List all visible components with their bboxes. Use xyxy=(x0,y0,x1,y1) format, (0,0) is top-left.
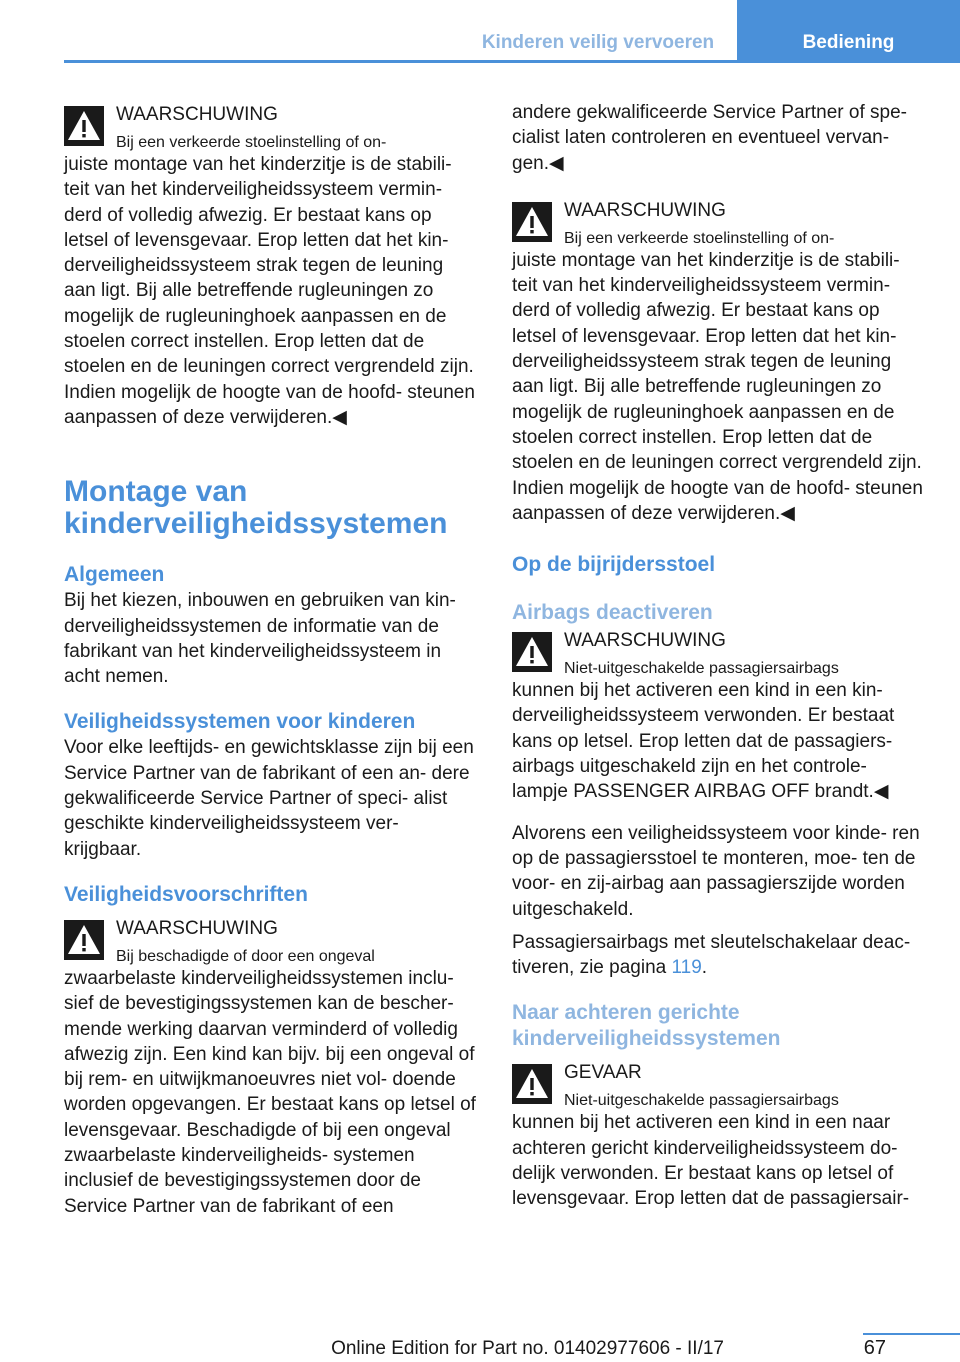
main-heading-line1: Montage van xyxy=(64,475,248,509)
warning-first-line: Bij een verkeerde stoelinstelling of on‐ xyxy=(116,134,387,151)
danger-text: kunnen bij het activeren een kind in een naar achteren gericht kinderveiligheidssysteem do‐ delijk verwonden. Er bestaat kans op letsel of levensgevaar. Erop letten dat de passagiersair‐ xyxy=(512,1112,910,1210)
warning-triangle-icon xyxy=(512,632,552,672)
warning-text: kunnen bij het activeren een kind in een kin‐ derveiligheidssysteem verwonden. Er bestaat kans op letsel. Erop letten dat de passagiers‐ airbags uitgeschakeld zijn en het controle‐ lampje PASSENGER AIRBAG OFF brandt.◀ xyxy=(512,680,895,803)
heading-passenger-seat: Op de bijrijdersstoel xyxy=(512,553,716,577)
warning-title: WAARSCHUWING xyxy=(564,630,726,652)
danger-first-line: Niet-uitgeschakelde passagiersairbags xyxy=(564,1092,839,1110)
reference-text: Passagiersairbags met sleutelschakelaar deac‐ tiveren, zie pagina xyxy=(512,931,911,979)
warning-block xyxy=(512,196,926,526)
warning-triangle-icon xyxy=(512,1064,552,1104)
header-divider xyxy=(64,60,960,63)
danger-block xyxy=(512,1058,926,1211)
warning-triangle-icon xyxy=(64,106,104,146)
left-column xyxy=(64,100,476,1219)
warning-block xyxy=(512,626,926,804)
warning-triangle-icon xyxy=(512,202,552,242)
airbag-paragraph: Alvorens een veiligheidssysteem voor kinde‐ ren op de passagiersstoel te monteren, moe‐ ten de voor- en zij-airbag aan passagierszijde worden uitgeschakeld. xyxy=(512,822,920,920)
heading-rear-facing-line1: Naar achteren gerichte xyxy=(512,1001,740,1025)
page-number: 67 xyxy=(863,1337,886,1359)
warning-title: WAARSCHUWING xyxy=(116,104,278,125)
heading-rear-facing xyxy=(512,1000,926,1052)
danger-title: GEVAAR xyxy=(564,1062,642,1084)
warning-block xyxy=(64,100,476,430)
warning-title: WAARSCHUWING xyxy=(116,917,278,939)
warning-first-line: Niet-uitgeschakelde passagiersairbags xyxy=(564,660,839,678)
warning-first-line: Bij een verkeerde stoelinstelling of on‐ xyxy=(564,229,835,247)
warning-first-line: Bij beschadigde of door een ongeval xyxy=(116,947,375,965)
main-heading-line2: kinderveiligheidssystemen xyxy=(64,507,448,541)
heading-child-systems: Veiligheidssystemen voor kinderen xyxy=(64,710,416,734)
warning-text: juiste montage van het kinderzitje is de stabili‐ teit van het kinderveiligheidssysteem vermin‐ derd of volledig afwezig. Er bestaat kans op letsel of levensgevaar. Erop letten dat het kin‐ derveiligheidssysteem strak tegen de leuning aan ligt. Bij alle betreffende rugleuningen zo mogelijk de rugleuninghoek aanpassen en de stoelen correct instellen. Erop letten dat de stoelen en de leuningen correct vergrendeld zijn. Indien mogelijk de hoogte van de hoofd‐ steunen aanpassen of deze verwijderen.◀ xyxy=(512,249,923,524)
continued-paragraph: andere gekwalificeerde Service Partner of spe‐ cialist laten controleren en eventueel vervan‐ gen.◀ xyxy=(512,102,907,174)
general-paragraph: Bij het kiezen, inbouwen en gebruiken van kin‐ derveiligheidssystemen de informatie van de fabrikant van het kinderveiligheidssysteem in acht nemen. xyxy=(64,590,456,688)
warning-title: WAARSCHUWING xyxy=(564,199,726,221)
page-header xyxy=(0,0,960,62)
heading-general: Algemeen xyxy=(64,563,165,587)
section-tab[interactable]: Bediening xyxy=(737,0,960,60)
warning-triangle-icon xyxy=(64,920,104,960)
footer-divider xyxy=(863,1333,960,1335)
warning-text: zwaarbelaste kinderveiligheidssystemen inclu‐ sief de bevestigingssystemen kan de bescher‐ mende werking daarvan verminderd of volledig afwezig zijn. Een kind kan bijv. bij een ongeval of bij rem- en uitwijkmanoeuvres niet vol‐ doende worden opgevangen. Er bestaat kans op letsel of levensgevaar. Beschadigde of bij een ongeval zwaarbelaste kinderveiligheids‐ systemen inclusief de bevestigingssystemen door de Service Partner van de fabrikant of een xyxy=(64,967,476,1217)
page-link[interactable]: 119 xyxy=(671,957,702,979)
heading-deactivate-airbags: Airbags deactiveren xyxy=(512,601,713,625)
heading-rear-facing-line2: kinderveiligheidssystemen xyxy=(512,1027,781,1051)
warning-block xyxy=(64,914,476,1219)
chapter-tab[interactable]: Kinderen veilig vervoeren xyxy=(481,32,715,53)
child-systems-paragraph: Voor elke leeftijds- en gewichtsklasse zijn bij een Service Partner van de fabrikant of een an‐ dere gekwalificeerde Service Partner of speci‐ alist geschikte kinderveiligheidssysteem ver‐ krijgbaar. xyxy=(64,737,474,860)
reference-end: . xyxy=(701,957,708,979)
main-heading xyxy=(64,476,476,540)
edition-footer: Online Edition for Part no. 01402977606 - II/17 xyxy=(331,1338,724,1359)
warning-text: juiste montage van het kinderzitje is de stabili‐ teit van het kinderveiligheidssysteem vermin‐ derd of volledig afwezig. Er bestaat kans op letsel of levensgevaar. Erop letten dat het kin‐ derveiligheidssysteem strak tegen de leuning aan ligt. Bij alle betreffende rugleuningen zo mogelijk de rugleuninghoek aanpassen en de stoelen correct instellen. Erop letten dat de stoelen en de leuningen correct vergrendeld zijn. Indien mogelijk de hoogte van de hoofd‐ steunen aanpassen of deze verwijderen.◀ xyxy=(64,154,475,428)
airbag-reference-paragraph xyxy=(512,930,926,981)
right-column xyxy=(512,100,926,1212)
heading-safety-rules: Veiligheidsvoorschriften xyxy=(64,882,308,906)
